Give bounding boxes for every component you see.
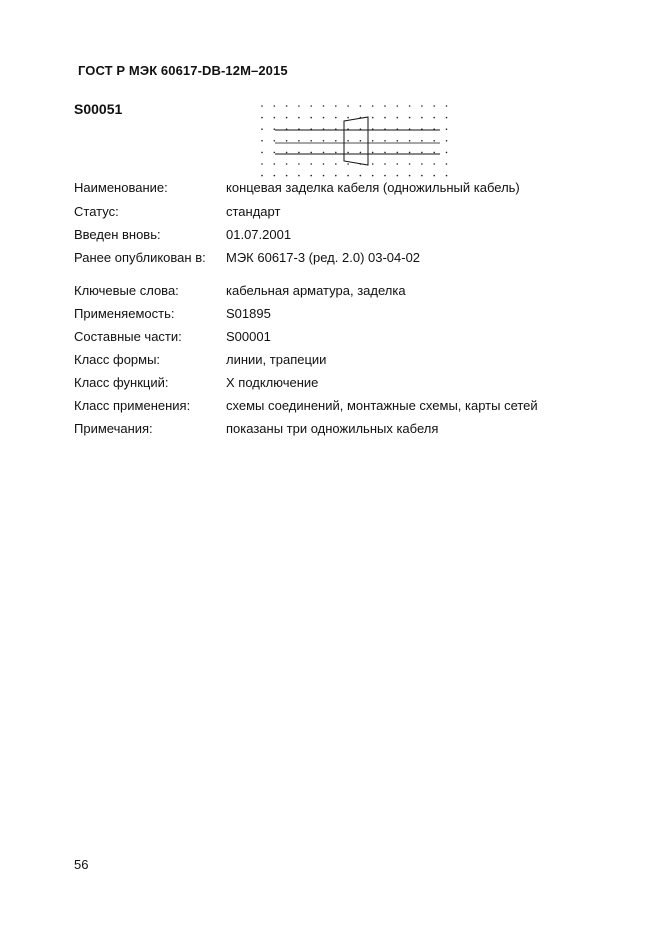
property-label: Класс формы: [74, 352, 161, 367]
grid-dot [397, 175, 399, 177]
grid-dot [397, 152, 399, 154]
grid-dot [446, 140, 448, 142]
grid-dot [335, 140, 337, 142]
property-label: Ключевые слова: [74, 283, 179, 298]
grid-dot [421, 117, 423, 119]
property-value: МЭК 60617-3 (ред. 2.0) 03-04-02 [226, 250, 421, 265]
symbol-figure [255, 103, 455, 178]
property-row-status [74, 203, 634, 221]
property-label: Класс применения: [74, 398, 191, 413]
grid-dot [310, 175, 312, 177]
grid-dot [347, 163, 349, 165]
grid-dot [347, 140, 349, 142]
property-value: стандарт [226, 204, 281, 219]
grid-dot [335, 152, 337, 154]
grid-dot [298, 105, 300, 107]
grid-dot [347, 175, 349, 177]
grid-dot [274, 128, 276, 130]
grid-dot [298, 163, 300, 165]
grid-dot [409, 105, 411, 107]
property-row-function-class [74, 374, 634, 392]
grid-dot [446, 175, 448, 177]
grid-dot [409, 117, 411, 119]
grid-dot [421, 175, 423, 177]
property-value: 01.07.2001 [226, 227, 292, 242]
grid-dot [446, 128, 448, 130]
property-label: Введен вновь: [74, 227, 161, 242]
property-value: X подключение [226, 375, 319, 390]
grid-dot [384, 175, 386, 177]
property-label: Класс функций: [74, 375, 169, 390]
grid-dot [286, 117, 288, 119]
property-row-shape-class [74, 351, 634, 369]
property-row-published [74, 249, 634, 267]
grid-dot [323, 152, 325, 154]
grid-dot [347, 105, 349, 107]
grid-dot [261, 175, 263, 177]
grid-dot [286, 105, 288, 107]
grid-dot [261, 140, 263, 142]
grid-dot [261, 117, 263, 119]
grid-dot [335, 163, 337, 165]
grid-dot [360, 140, 362, 142]
grid-dot [409, 163, 411, 165]
grid-dot [323, 117, 325, 119]
property-row-components [74, 328, 634, 346]
symbol-code: S00051 [74, 101, 123, 117]
grid-dot [384, 140, 386, 142]
grid-dot [384, 163, 386, 165]
document-header: ГОСТ Р МЭК 60617-DB-12M–2015 [78, 63, 288, 78]
grid-dot [421, 140, 423, 142]
grid-dot [310, 163, 312, 165]
grid-dot [323, 175, 325, 177]
grid-dot [421, 152, 423, 154]
grid-dot [421, 163, 423, 165]
grid-dot [397, 117, 399, 119]
grid-dot [261, 105, 263, 107]
grid-dots [261, 105, 447, 176]
property-value: S00001 [226, 329, 271, 344]
grid-dot [409, 140, 411, 142]
property-row-notes [74, 420, 634, 438]
grid-dot [274, 152, 276, 154]
grid-dot [372, 140, 374, 142]
grid-dot [421, 105, 423, 107]
grid-dot [384, 105, 386, 107]
grid-dot [323, 105, 325, 107]
grid-dot [310, 117, 312, 119]
property-row-keywords [74, 282, 634, 300]
grid-dot [360, 105, 362, 107]
property-label: Составные части: [74, 329, 182, 344]
property-label: Наименование: [74, 180, 168, 195]
grid-dot [360, 152, 362, 154]
grid-dot [433, 105, 435, 107]
grid-dot [372, 105, 374, 107]
grid-dot [347, 152, 349, 154]
page-number: 56 [74, 857, 89, 872]
grid-dot [372, 163, 374, 165]
grid-dot [335, 175, 337, 177]
grid-dot [384, 117, 386, 119]
grid-dot [298, 140, 300, 142]
grid-dot [360, 175, 362, 177]
grid-dot [446, 163, 448, 165]
grid-dot [286, 152, 288, 154]
grid-dot [433, 163, 435, 165]
grid-dot [261, 152, 263, 154]
grid-dot [298, 175, 300, 177]
grid-dot [298, 152, 300, 154]
grid-dot [397, 105, 399, 107]
grid-dot [372, 175, 374, 177]
grid-dot [446, 105, 448, 107]
grid-dot [433, 117, 435, 119]
grid-dot [286, 175, 288, 177]
grid-dot [323, 163, 325, 165]
grid-dot [274, 117, 276, 119]
grid-dot [286, 140, 288, 142]
grid-dot [274, 175, 276, 177]
grid-dot [310, 152, 312, 154]
grid-dot [397, 140, 399, 142]
grid-dot [347, 117, 349, 119]
grid-dot [384, 152, 386, 154]
grid-dot [433, 140, 435, 142]
grid-dot [409, 175, 411, 177]
grid-dot [261, 163, 263, 165]
property-value: схемы соединений, монтажные схемы, карты сетей [226, 398, 538, 413]
grid-dot [274, 163, 276, 165]
grid-dot [335, 105, 337, 107]
grid-dot [372, 117, 374, 119]
grid-dot [310, 140, 312, 142]
property-label: Ранее опубликован в: [74, 250, 206, 265]
grid-dot [372, 152, 374, 154]
property-row-application-class [74, 397, 634, 415]
grid-dot [397, 163, 399, 165]
grid-dot [310, 105, 312, 107]
grid-dot [409, 152, 411, 154]
property-value: S01895 [226, 306, 271, 321]
grid-dot [446, 152, 448, 154]
property-row-name [74, 179, 634, 197]
grid-dot [323, 140, 325, 142]
property-row-applicability [74, 305, 634, 323]
property-label: Применяемость: [74, 306, 175, 321]
property-value: кабельная арматура, заделка [226, 283, 406, 298]
grid-dot [298, 117, 300, 119]
property-value: концевая заделка кабеля (одножильный кабель) [226, 180, 520, 195]
grid-dot [446, 117, 448, 119]
grid-dot [433, 175, 435, 177]
property-label: Статус: [74, 204, 119, 219]
grid-dot [274, 140, 276, 142]
grid-dot [261, 128, 263, 130]
grid-dot [335, 117, 337, 119]
grid-dot [274, 105, 276, 107]
property-label: Примечания: [74, 421, 153, 436]
grid-dot [286, 163, 288, 165]
property-row-introduced [74, 226, 634, 244]
property-value: показаны три одножильных кабеля [226, 421, 439, 436]
grid-dot [433, 152, 435, 154]
property-value: линии, трапеции [226, 352, 327, 367]
